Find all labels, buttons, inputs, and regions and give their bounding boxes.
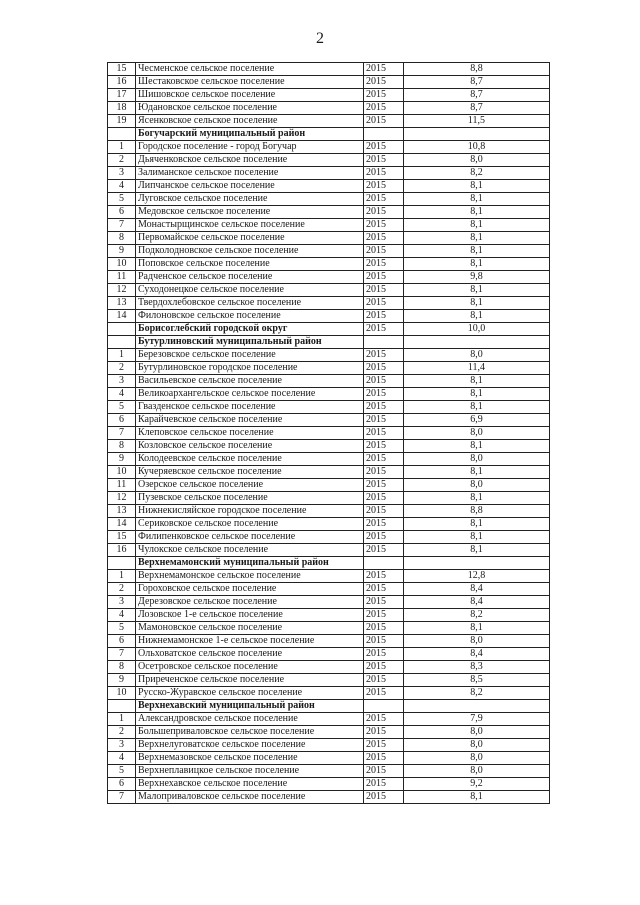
row-year: 2015 bbox=[364, 609, 404, 622]
row-year: 2015 bbox=[364, 323, 404, 336]
row-name: Верхнехавский муниципальный район bbox=[136, 700, 364, 713]
table-row bbox=[108, 791, 550, 804]
row-value: 8,1 bbox=[404, 388, 550, 401]
table-row bbox=[108, 102, 550, 115]
row-value: 8,1 bbox=[404, 206, 550, 219]
row-value: 8,1 bbox=[404, 245, 550, 258]
row-value: 8,1 bbox=[404, 440, 550, 453]
row-name: Осетровское сельское поселение bbox=[136, 661, 364, 674]
table-row bbox=[108, 440, 550, 453]
row-value: 8,4 bbox=[404, 596, 550, 609]
row-value: 8,7 bbox=[404, 76, 550, 89]
row-number: 12 bbox=[108, 284, 136, 297]
table-row bbox=[108, 271, 550, 284]
row-number: 4 bbox=[108, 752, 136, 765]
table-row bbox=[108, 76, 550, 89]
row-number: 13 bbox=[108, 297, 136, 310]
row-number: 8 bbox=[108, 440, 136, 453]
row-year: 2015 bbox=[364, 63, 404, 76]
row-number: 6 bbox=[108, 206, 136, 219]
row-name: Богучарский муниципальный район bbox=[136, 128, 364, 141]
row-name: Верхнемамонское сельское поселение bbox=[136, 570, 364, 583]
row-year: 2015 bbox=[364, 726, 404, 739]
row-year: 2015 bbox=[364, 583, 404, 596]
row-value: 8,0 bbox=[404, 635, 550, 648]
page-number: 2 bbox=[316, 30, 324, 47]
table-row bbox=[108, 518, 550, 531]
table-row bbox=[108, 492, 550, 505]
table-row bbox=[108, 479, 550, 492]
row-value: 9,8 bbox=[404, 271, 550, 284]
row-value: 8,1 bbox=[404, 791, 550, 804]
row-value: 8,8 bbox=[404, 505, 550, 518]
table-row bbox=[108, 583, 550, 596]
row-name: Медовское сельское поселение bbox=[136, 206, 364, 219]
table-row bbox=[108, 401, 550, 414]
row-number: 4 bbox=[108, 180, 136, 193]
row-value: 8,1 bbox=[404, 193, 550, 206]
row-number: 11 bbox=[108, 479, 136, 492]
table-row bbox=[108, 297, 550, 310]
table-row bbox=[108, 648, 550, 661]
row-value: 8,0 bbox=[404, 479, 550, 492]
row-year: 2015 bbox=[364, 531, 404, 544]
row-year: 2015 bbox=[364, 778, 404, 791]
table-row bbox=[108, 141, 550, 154]
row-name: Колодеевское сельское поселение bbox=[136, 453, 364, 466]
row-value: 10,8 bbox=[404, 141, 550, 154]
table-body bbox=[108, 63, 550, 804]
row-name: Карайчевское сельское поселение bbox=[136, 414, 364, 427]
table-row bbox=[108, 726, 550, 739]
row-name: Дьяченковское сельское поселение bbox=[136, 154, 364, 167]
row-number: 13 bbox=[108, 505, 136, 518]
row-value: 8,0 bbox=[404, 765, 550, 778]
row-year: 2015 bbox=[364, 414, 404, 427]
table-row bbox=[108, 310, 550, 323]
row-year: 2015 bbox=[364, 739, 404, 752]
row-number: 11 bbox=[108, 271, 136, 284]
table-row bbox=[108, 609, 550, 622]
row-year: 2015 bbox=[364, 219, 404, 232]
row-number: 17 bbox=[108, 89, 136, 102]
row-number: 9 bbox=[108, 245, 136, 258]
row-number: 6 bbox=[108, 778, 136, 791]
table-row bbox=[108, 284, 550, 297]
row-number: 3 bbox=[108, 167, 136, 180]
row-year: 2015 bbox=[364, 622, 404, 635]
row-name: Бутурлиновский муниципальный район bbox=[136, 336, 364, 349]
table-row bbox=[108, 739, 550, 752]
row-year bbox=[364, 557, 404, 570]
row-name: Твердохлебовское сельское поселение bbox=[136, 297, 364, 310]
row-name: Борисоглебский городской округ bbox=[136, 323, 364, 336]
row-year bbox=[364, 128, 404, 141]
row-value: 8,2 bbox=[404, 687, 550, 700]
row-name: Нижнекисляйское городское поселение bbox=[136, 505, 364, 518]
row-name: Верхнеплавицкое сельское поселение bbox=[136, 765, 364, 778]
table-row bbox=[108, 362, 550, 375]
table-row bbox=[108, 596, 550, 609]
row-value: 7,9 bbox=[404, 713, 550, 726]
row-value: 8,1 bbox=[404, 375, 550, 388]
row-year: 2015 bbox=[364, 362, 404, 375]
row-year: 2015 bbox=[364, 505, 404, 518]
row-number: 4 bbox=[108, 609, 136, 622]
row-year: 2015 bbox=[364, 76, 404, 89]
row-name: Бутурлиновское городское поселение bbox=[136, 362, 364, 375]
table-row bbox=[108, 453, 550, 466]
row-value: 8,0 bbox=[404, 726, 550, 739]
row-number: 19 bbox=[108, 115, 136, 128]
section-header-row bbox=[108, 336, 550, 349]
table-row bbox=[108, 544, 550, 557]
row-number: 10 bbox=[108, 258, 136, 271]
row-number: 16 bbox=[108, 544, 136, 557]
table-row bbox=[108, 115, 550, 128]
row-value: 8,2 bbox=[404, 609, 550, 622]
row-name: Васильевское сельское поселение bbox=[136, 375, 364, 388]
row-name: Кучеряевское сельское поселение bbox=[136, 466, 364, 479]
row-name: Малоприваловское сельское поселение bbox=[136, 791, 364, 804]
row-year bbox=[364, 700, 404, 713]
row-number: 9 bbox=[108, 674, 136, 687]
row-number: 7 bbox=[108, 648, 136, 661]
row-value: 8,0 bbox=[404, 453, 550, 466]
row-year: 2015 bbox=[364, 258, 404, 271]
row-year: 2015 bbox=[364, 518, 404, 531]
table-row bbox=[108, 466, 550, 479]
table-row bbox=[108, 63, 550, 76]
row-year: 2015 bbox=[364, 440, 404, 453]
row-value: 8,7 bbox=[404, 102, 550, 115]
row-number: 7 bbox=[108, 791, 136, 804]
row-name: Чесменское сельское поселение bbox=[136, 63, 364, 76]
table-row bbox=[108, 154, 550, 167]
row-value bbox=[404, 336, 550, 349]
row-number: 1 bbox=[108, 349, 136, 362]
row-year: 2015 bbox=[364, 102, 404, 115]
row-number: 8 bbox=[108, 661, 136, 674]
row-number: 10 bbox=[108, 687, 136, 700]
row-number: 1 bbox=[108, 713, 136, 726]
row-number: 2 bbox=[108, 362, 136, 375]
row-number: 14 bbox=[108, 518, 136, 531]
row-value: 8,1 bbox=[404, 180, 550, 193]
row-number: 5 bbox=[108, 622, 136, 635]
row-year: 2015 bbox=[364, 713, 404, 726]
row-number: 7 bbox=[108, 427, 136, 440]
row-year: 2015 bbox=[364, 661, 404, 674]
row-name: Подколодновское сельское поселение bbox=[136, 245, 364, 258]
table-row bbox=[108, 89, 550, 102]
row-number: 4 bbox=[108, 388, 136, 401]
row-value: 8,1 bbox=[404, 492, 550, 505]
row-number: 3 bbox=[108, 739, 136, 752]
row-year: 2015 bbox=[364, 401, 404, 414]
table-row bbox=[108, 414, 550, 427]
table-row bbox=[108, 752, 550, 765]
row-year: 2015 bbox=[364, 466, 404, 479]
row-number bbox=[108, 323, 136, 336]
section-header-row bbox=[108, 323, 550, 336]
row-name: Гороховское сельское поселение bbox=[136, 583, 364, 596]
row-number: 2 bbox=[108, 154, 136, 167]
row-name: Филипенковское сельское поселение bbox=[136, 531, 364, 544]
row-name: Клеповское сельское поселение bbox=[136, 427, 364, 440]
row-year: 2015 bbox=[364, 232, 404, 245]
row-number bbox=[108, 700, 136, 713]
row-year: 2015 bbox=[364, 141, 404, 154]
row-value: 12,8 bbox=[404, 570, 550, 583]
row-year: 2015 bbox=[364, 492, 404, 505]
row-value: 8,0 bbox=[404, 427, 550, 440]
row-value: 8,7 bbox=[404, 89, 550, 102]
row-year: 2015 bbox=[364, 271, 404, 284]
row-year: 2015 bbox=[364, 791, 404, 804]
row-name: Верхнехавское сельское поселение bbox=[136, 778, 364, 791]
row-value bbox=[404, 557, 550, 570]
row-value: 6,9 bbox=[404, 414, 550, 427]
row-year: 2015 bbox=[364, 284, 404, 297]
row-number: 1 bbox=[108, 570, 136, 583]
table-row bbox=[108, 167, 550, 180]
row-name: Озерское сельское поселение bbox=[136, 479, 364, 492]
row-name: Монастырщинское сельское поселение bbox=[136, 219, 364, 232]
row-value: 8,1 bbox=[404, 258, 550, 271]
row-name: Первомайское сельское поселение bbox=[136, 232, 364, 245]
table-row bbox=[108, 245, 550, 258]
row-year: 2015 bbox=[364, 752, 404, 765]
row-year: 2015 bbox=[364, 570, 404, 583]
row-year: 2015 bbox=[364, 596, 404, 609]
row-value: 8,2 bbox=[404, 167, 550, 180]
row-name: Мамоновское сельское поселение bbox=[136, 622, 364, 635]
table-row bbox=[108, 180, 550, 193]
row-value: 8,3 bbox=[404, 661, 550, 674]
row-name: Юдановское сельское поселение bbox=[136, 102, 364, 115]
row-number: 6 bbox=[108, 414, 136, 427]
table-row bbox=[108, 570, 550, 583]
row-value: 8,0 bbox=[404, 349, 550, 362]
row-year: 2015 bbox=[364, 167, 404, 180]
row-value: 8,5 bbox=[404, 674, 550, 687]
row-year: 2015 bbox=[364, 375, 404, 388]
row-number: 16 bbox=[108, 76, 136, 89]
row-number: 5 bbox=[108, 765, 136, 778]
row-value: 8,1 bbox=[404, 310, 550, 323]
section-header-row bbox=[108, 700, 550, 713]
row-name: Большеприваловское сельское поселение bbox=[136, 726, 364, 739]
row-name: Суходонецкое сельское поселение bbox=[136, 284, 364, 297]
row-year: 2015 bbox=[364, 427, 404, 440]
row-number bbox=[108, 128, 136, 141]
row-name: Поповское сельское поселение bbox=[136, 258, 364, 271]
row-number: 15 bbox=[108, 63, 136, 76]
row-year: 2015 bbox=[364, 193, 404, 206]
row-value bbox=[404, 700, 550, 713]
row-value: 8,1 bbox=[404, 232, 550, 245]
table-row bbox=[108, 674, 550, 687]
row-number: 2 bbox=[108, 583, 136, 596]
row-number: 3 bbox=[108, 375, 136, 388]
row-year: 2015 bbox=[364, 115, 404, 128]
row-number: 3 bbox=[108, 596, 136, 609]
table-row bbox=[108, 388, 550, 401]
row-year: 2015 bbox=[364, 388, 404, 401]
row-value: 8,1 bbox=[404, 284, 550, 297]
row-number: 5 bbox=[108, 193, 136, 206]
row-name: Радченское сельское поселение bbox=[136, 271, 364, 284]
table-row bbox=[108, 622, 550, 635]
row-name: Ясенковское сельское поселение bbox=[136, 115, 364, 128]
row-number bbox=[108, 336, 136, 349]
row-name: Верхнелуговатское сельское поселение bbox=[136, 739, 364, 752]
row-name: Городское поселение - город Богучар bbox=[136, 141, 364, 154]
row-year: 2015 bbox=[364, 674, 404, 687]
row-name: Гвазденское сельское поселение bbox=[136, 401, 364, 414]
row-name: Приреченское сельское поселение bbox=[136, 674, 364, 687]
row-number: 14 bbox=[108, 310, 136, 323]
row-number: 5 bbox=[108, 401, 136, 414]
row-number: 18 bbox=[108, 102, 136, 115]
row-number bbox=[108, 557, 136, 570]
row-value: 8,1 bbox=[404, 622, 550, 635]
row-name: Ольховатское сельское поселение bbox=[136, 648, 364, 661]
table-row bbox=[108, 219, 550, 232]
row-value: 8,1 bbox=[404, 531, 550, 544]
table-row bbox=[108, 635, 550, 648]
row-number: 9 bbox=[108, 453, 136, 466]
row-name: Нижнемамонское 1-е сельское поселение bbox=[136, 635, 364, 648]
table-row bbox=[108, 206, 550, 219]
table-row bbox=[108, 531, 550, 544]
row-value: 8,1 bbox=[404, 544, 550, 557]
table-row bbox=[108, 661, 550, 674]
row-name: Великоархангельское сельское поселение bbox=[136, 388, 364, 401]
row-number: 10 bbox=[108, 466, 136, 479]
row-name: Русско-Журавское сельское поселение bbox=[136, 687, 364, 700]
row-year: 2015 bbox=[364, 89, 404, 102]
table-row bbox=[108, 349, 550, 362]
row-number: 2 bbox=[108, 726, 136, 739]
row-year: 2015 bbox=[364, 479, 404, 492]
section-header-row bbox=[108, 128, 550, 141]
table-row bbox=[108, 778, 550, 791]
row-name: Липчанское сельское поселение bbox=[136, 180, 364, 193]
row-name: Козловское сельское поселение bbox=[136, 440, 364, 453]
row-name: Александровское сельское поселение bbox=[136, 713, 364, 726]
row-year: 2015 bbox=[364, 310, 404, 323]
row-value: 11,5 bbox=[404, 115, 550, 128]
row-year: 2015 bbox=[364, 245, 404, 258]
data-table bbox=[107, 62, 550, 804]
row-value: 8,1 bbox=[404, 297, 550, 310]
row-year: 2015 bbox=[364, 349, 404, 362]
row-year: 2015 bbox=[364, 544, 404, 557]
row-name: Пузевское сельское поселение bbox=[136, 492, 364, 505]
row-value: 8,1 bbox=[404, 401, 550, 414]
row-value: 8,1 bbox=[404, 466, 550, 479]
row-year: 2015 bbox=[364, 453, 404, 466]
section-header-row bbox=[108, 557, 550, 570]
row-year: 2015 bbox=[364, 765, 404, 778]
table-row bbox=[108, 765, 550, 778]
row-value: 8,0 bbox=[404, 154, 550, 167]
row-name: Луговское сельское поселение bbox=[136, 193, 364, 206]
row-year: 2015 bbox=[364, 648, 404, 661]
row-year: 2015 bbox=[364, 154, 404, 167]
row-value: 8,4 bbox=[404, 648, 550, 661]
row-value: 8,8 bbox=[404, 63, 550, 76]
row-name: Дерезовское сельское поселение bbox=[136, 596, 364, 609]
row-name: Залиманское сельское поселение bbox=[136, 167, 364, 180]
row-value: 8,1 bbox=[404, 219, 550, 232]
table-row bbox=[108, 193, 550, 206]
table-row bbox=[108, 258, 550, 271]
row-name: Шишовское сельское поселение bbox=[136, 89, 364, 102]
row-value: 8,0 bbox=[404, 739, 550, 752]
row-name: Верхнемамонский муниципальный район bbox=[136, 557, 364, 570]
row-value: 8,4 bbox=[404, 583, 550, 596]
row-value: 8,0 bbox=[404, 752, 550, 765]
row-value bbox=[404, 128, 550, 141]
row-value: 8,1 bbox=[404, 518, 550, 531]
row-number: 15 bbox=[108, 531, 136, 544]
row-number: 12 bbox=[108, 492, 136, 505]
table-row bbox=[108, 713, 550, 726]
row-value: 9,2 bbox=[404, 778, 550, 791]
row-name: Филоновское сельское поселение bbox=[136, 310, 364, 323]
row-name: Чулокское сельское поселение bbox=[136, 544, 364, 557]
row-year: 2015 bbox=[364, 180, 404, 193]
table-row bbox=[108, 232, 550, 245]
table-row bbox=[108, 687, 550, 700]
row-name: Верхнемазовское сельское поселение bbox=[136, 752, 364, 765]
row-name: Сериковское сельское поселение bbox=[136, 518, 364, 531]
row-number: 1 bbox=[108, 141, 136, 154]
row-year: 2015 bbox=[364, 635, 404, 648]
table-row bbox=[108, 427, 550, 440]
table-row bbox=[108, 505, 550, 518]
row-year: 2015 bbox=[364, 297, 404, 310]
row-name: Шестаковское сельское поселение bbox=[136, 76, 364, 89]
row-value: 11,4 bbox=[404, 362, 550, 375]
row-year: 2015 bbox=[364, 206, 404, 219]
row-number: 7 bbox=[108, 219, 136, 232]
row-year bbox=[364, 336, 404, 349]
row-number: 8 bbox=[108, 232, 136, 245]
table-row bbox=[108, 375, 550, 388]
row-year: 2015 bbox=[364, 687, 404, 700]
row-name: Лозовское 1-е сельское поселение bbox=[136, 609, 364, 622]
row-value: 10,0 bbox=[404, 323, 550, 336]
row-number: 6 bbox=[108, 635, 136, 648]
row-name: Березовское сельское поселение bbox=[136, 349, 364, 362]
